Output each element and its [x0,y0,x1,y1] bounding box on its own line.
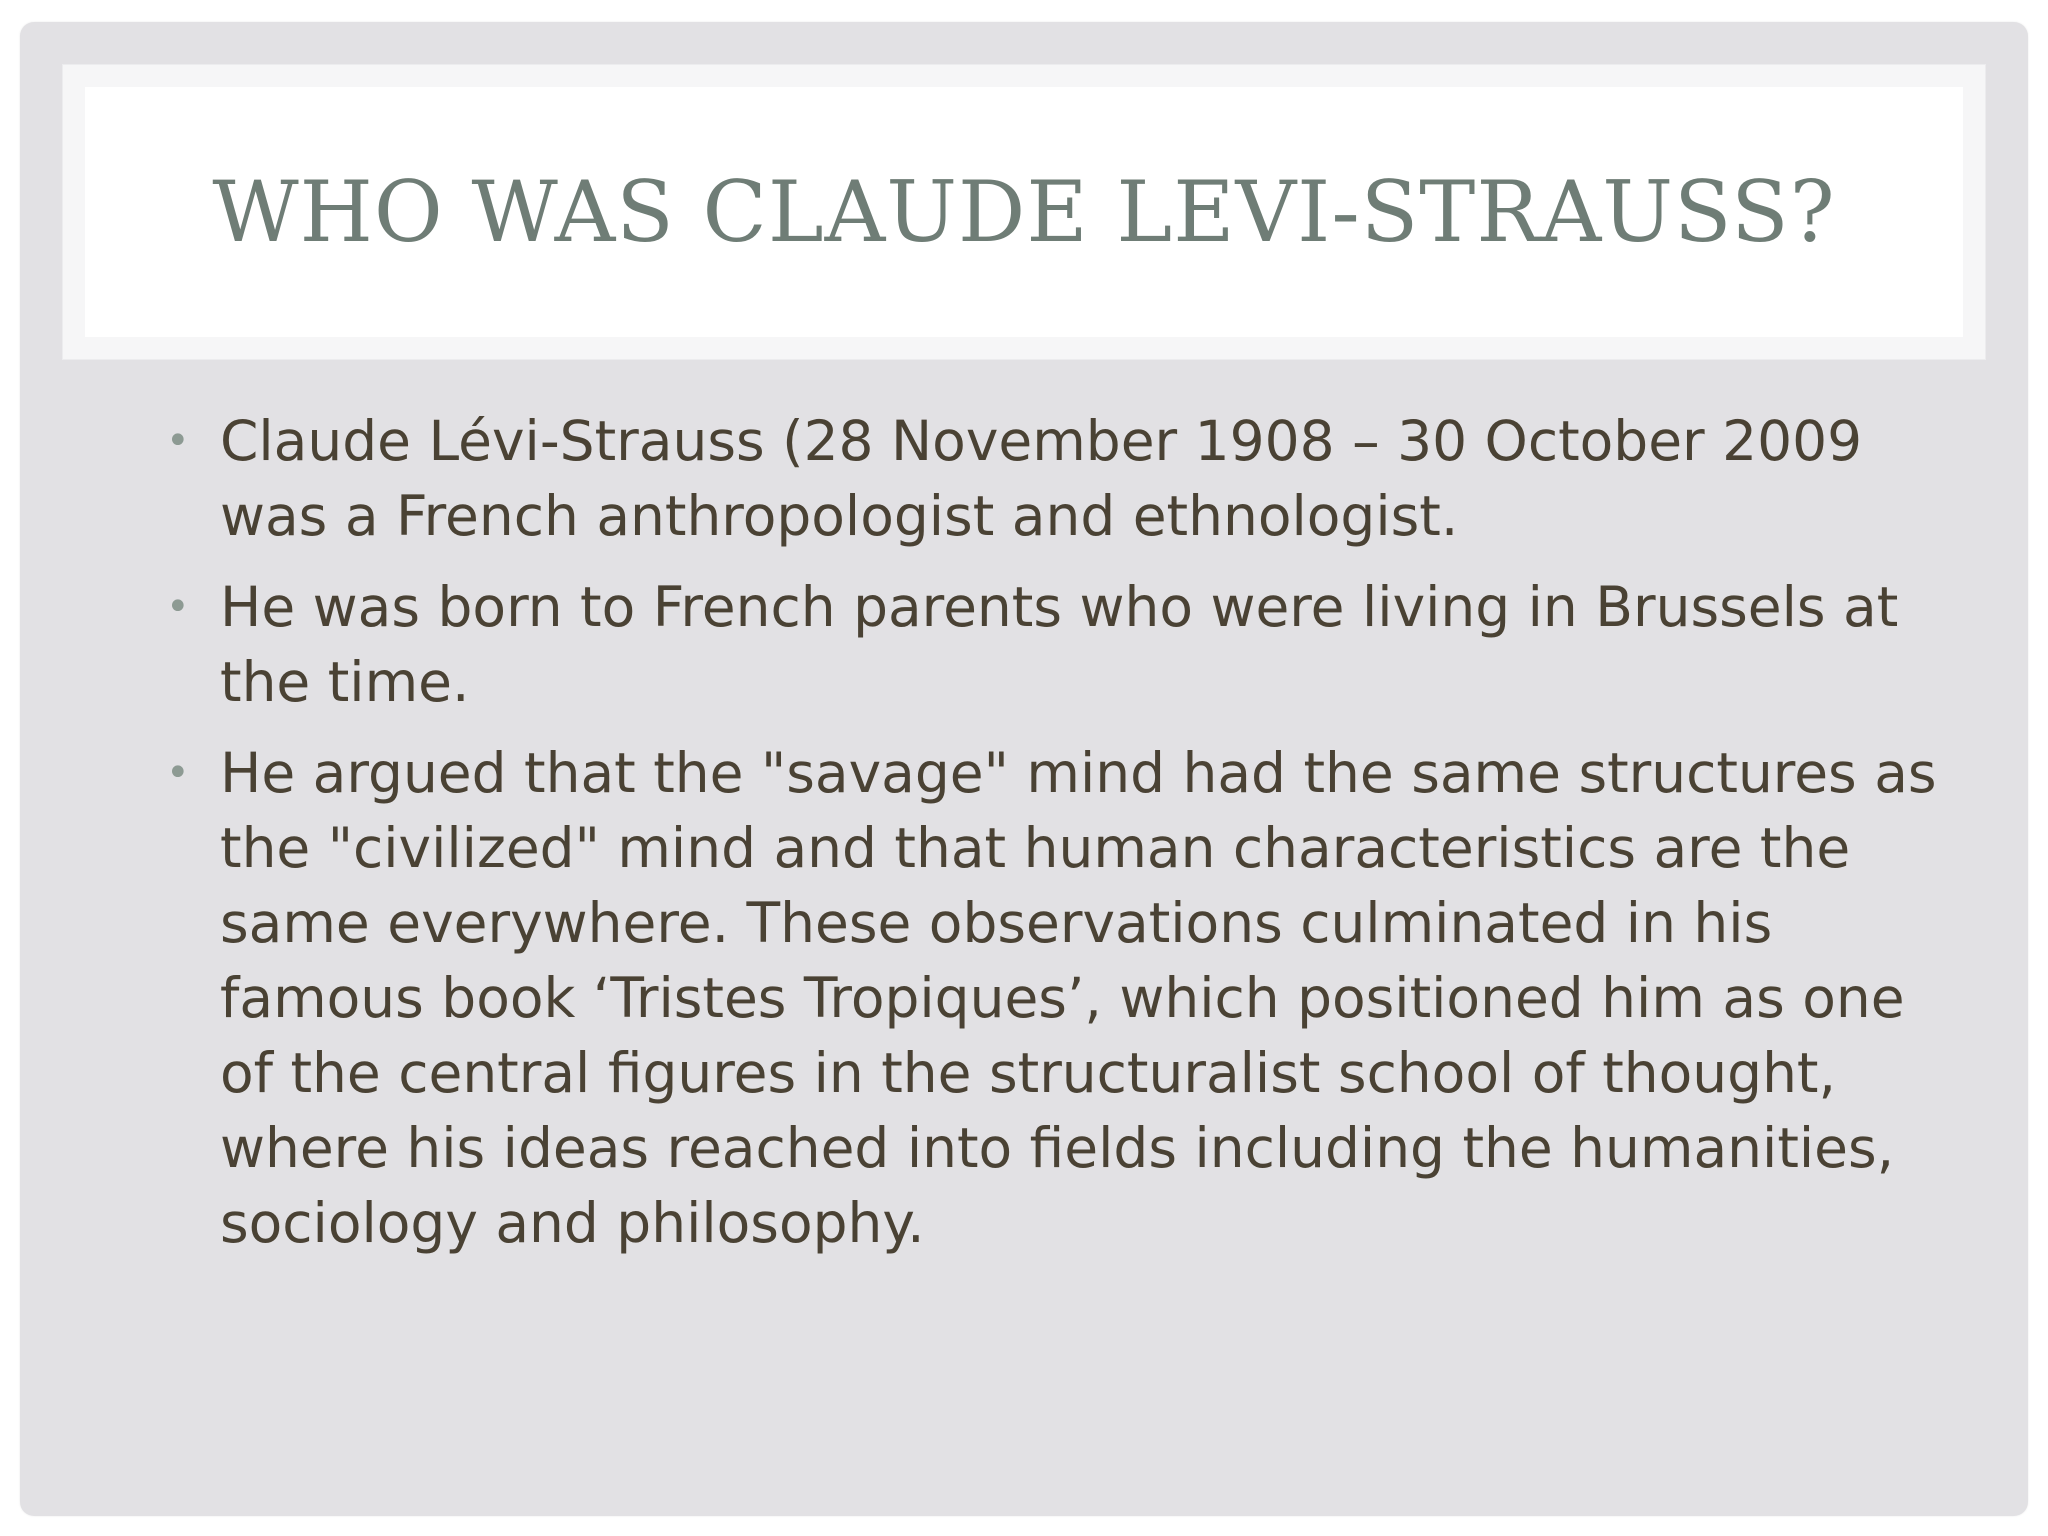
bullet-icon: • [166,418,190,464]
title-box [85,87,1963,337]
bullet-list [138,404,1948,1277]
title-frame [62,64,1986,360]
slide [20,22,2028,1516]
bullet-icon: • [166,584,190,630]
bullet-item [138,736,1948,1261]
bullet-text: He argued that the "savage" mind had the same structures as the "civilized" mind and that human characteristics are the same everywhere. These observations culminated in his famous book ‘Tristes Tropiques’, which positioned him as one of the central figures in the structuralist school of thought, where his ideas reached into fields including the humanities, sociology and philosophy. [220,741,1937,1255]
bullet-text: Claude Lévi-Strauss (28 November 1908 – 30 October 2009 was a French anthropologist and ethnologist. [220,409,1863,548]
bullet-item [138,404,1948,554]
bullet-icon: • [166,750,190,796]
bullet-text: He was born to French parents who were living in Brussels at the time. [220,575,1899,714]
bullet-item [138,570,1948,720]
slide-title: WHO WAS CLAUDE LEVI-STRAUSS? [212,163,1836,261]
